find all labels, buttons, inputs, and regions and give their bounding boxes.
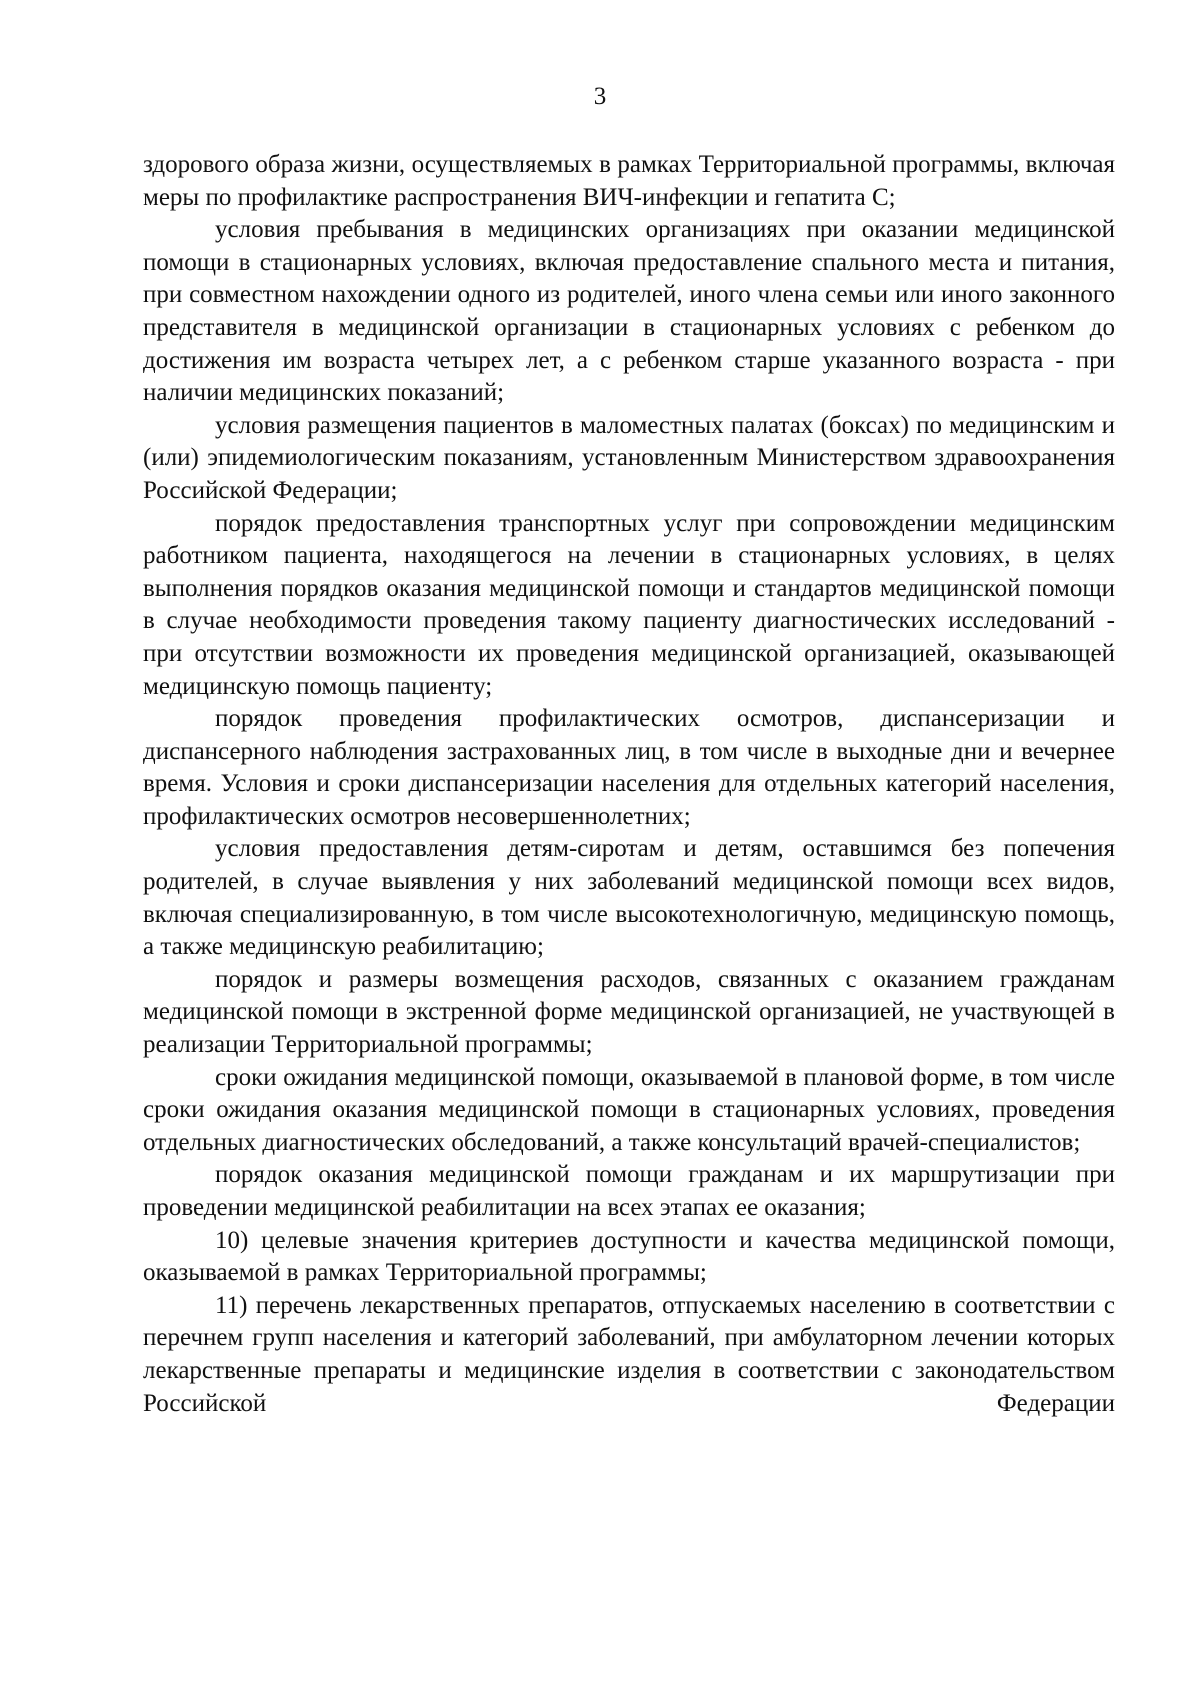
paragraph-emergency-reimbursement: порядок и размеры возмещения расходов, связанных с оказанием гражданам медицинской помощи в экстренной форме медицинской организацией, не участвующей в реализации Территориальной программы; [143, 965, 1115, 1059]
paragraph-waiting-times: сроки ожидания медицинской помощи, оказываемой в плановой форме, в том числе сроки ожидания оказания медицинской помощи в стационарных условиях, проведения отдельных диагностических обследований, а также консультаций врачей-специалистов; [143, 1063, 1115, 1156]
paragraph-rehabilitation-routing: порядок оказания медицинской помощи гражданам и их маршрутизации при проведении медицинской реабилитации на всех этапах ее оказания; [143, 1161, 1115, 1221]
paragraph-healthy-lifestyle: здорового образа жизни, осуществляемых в рамках Территориальной программы, включая меры по профилактике распространения ВИЧ-инфекции и гепатита С; [143, 151, 1115, 211]
paragraph-small-ward-conditions: условия размещения пациентов в маломестных палатах (боксах) по медицинским и (или) эпидемиологическим показаниям, установленным Министерством здравоохранения Российской Федерации; [143, 411, 1115, 504]
paragraph-item-10: 10) целевые значения критериев доступности и качества медицинской помощи, оказываемой в рамках Территориальной программы; [143, 1226, 1115, 1287]
document-body [143, 149, 1115, 1420]
paragraph-item-11: 11) перечень лекарственных препаратов, отпускаемых населению в соответствии с перечнем групп населения и категорий заболеваний, при амбулаторном лечении которых лекарственные препараты и медицинские изделия в соответствии с законодательством Российской Федерации [143, 1291, 1115, 1417]
paragraph-transport-services: порядок предоставления транспортных услуг при сопровождении медицинским работником пациента, находящегося на лечении в стационарных условиях, в целях выполнения порядков оказания медицинской помощи и стандартов медицинской помощи в случае необходимости проведения такому пациенту диагностических исследований - при отсутствии возможности их проведения медицинской организацией, оказывающей медицинскую помощь пациенту; [143, 509, 1115, 700]
paragraph-orphans-care: условия предоставления детям-сиротам и детям, оставшимся без попечения родителей, в случае выявления у них заболеваний медицинской помощи всех видов, включая специализированную, в том числе высокотехнологичную, медицинскую помощь, а также медицинскую реабилитацию; [143, 835, 1115, 961]
page-number: 3 [593, 83, 607, 110]
paragraph-preventive-exams: порядок проведения профилактических осмотров, диспансеризации и диспансерного наблюдения застрахованных лиц, в том числе в выходные дни и вечернее время. Условия и сроки диспансеризации населения для отдельных категорий населения, профилактических осмотров несовершеннолетних; [143, 705, 1115, 830]
paragraph-hospital-stay-conditions: условия пребывания в медицинских организациях при оказании медицинской помощи в стационарных условиях, включая предоставление спального места и питания, при совместном нахождении одного из родителей, иного члена семьи или иного законного представителя в медицинской организации в стационарных условиях с ребенком до достижения им возраста четырех лет, а с ребенком старше указанного возраста - при наличии медицинских показаний; [143, 216, 1115, 407]
